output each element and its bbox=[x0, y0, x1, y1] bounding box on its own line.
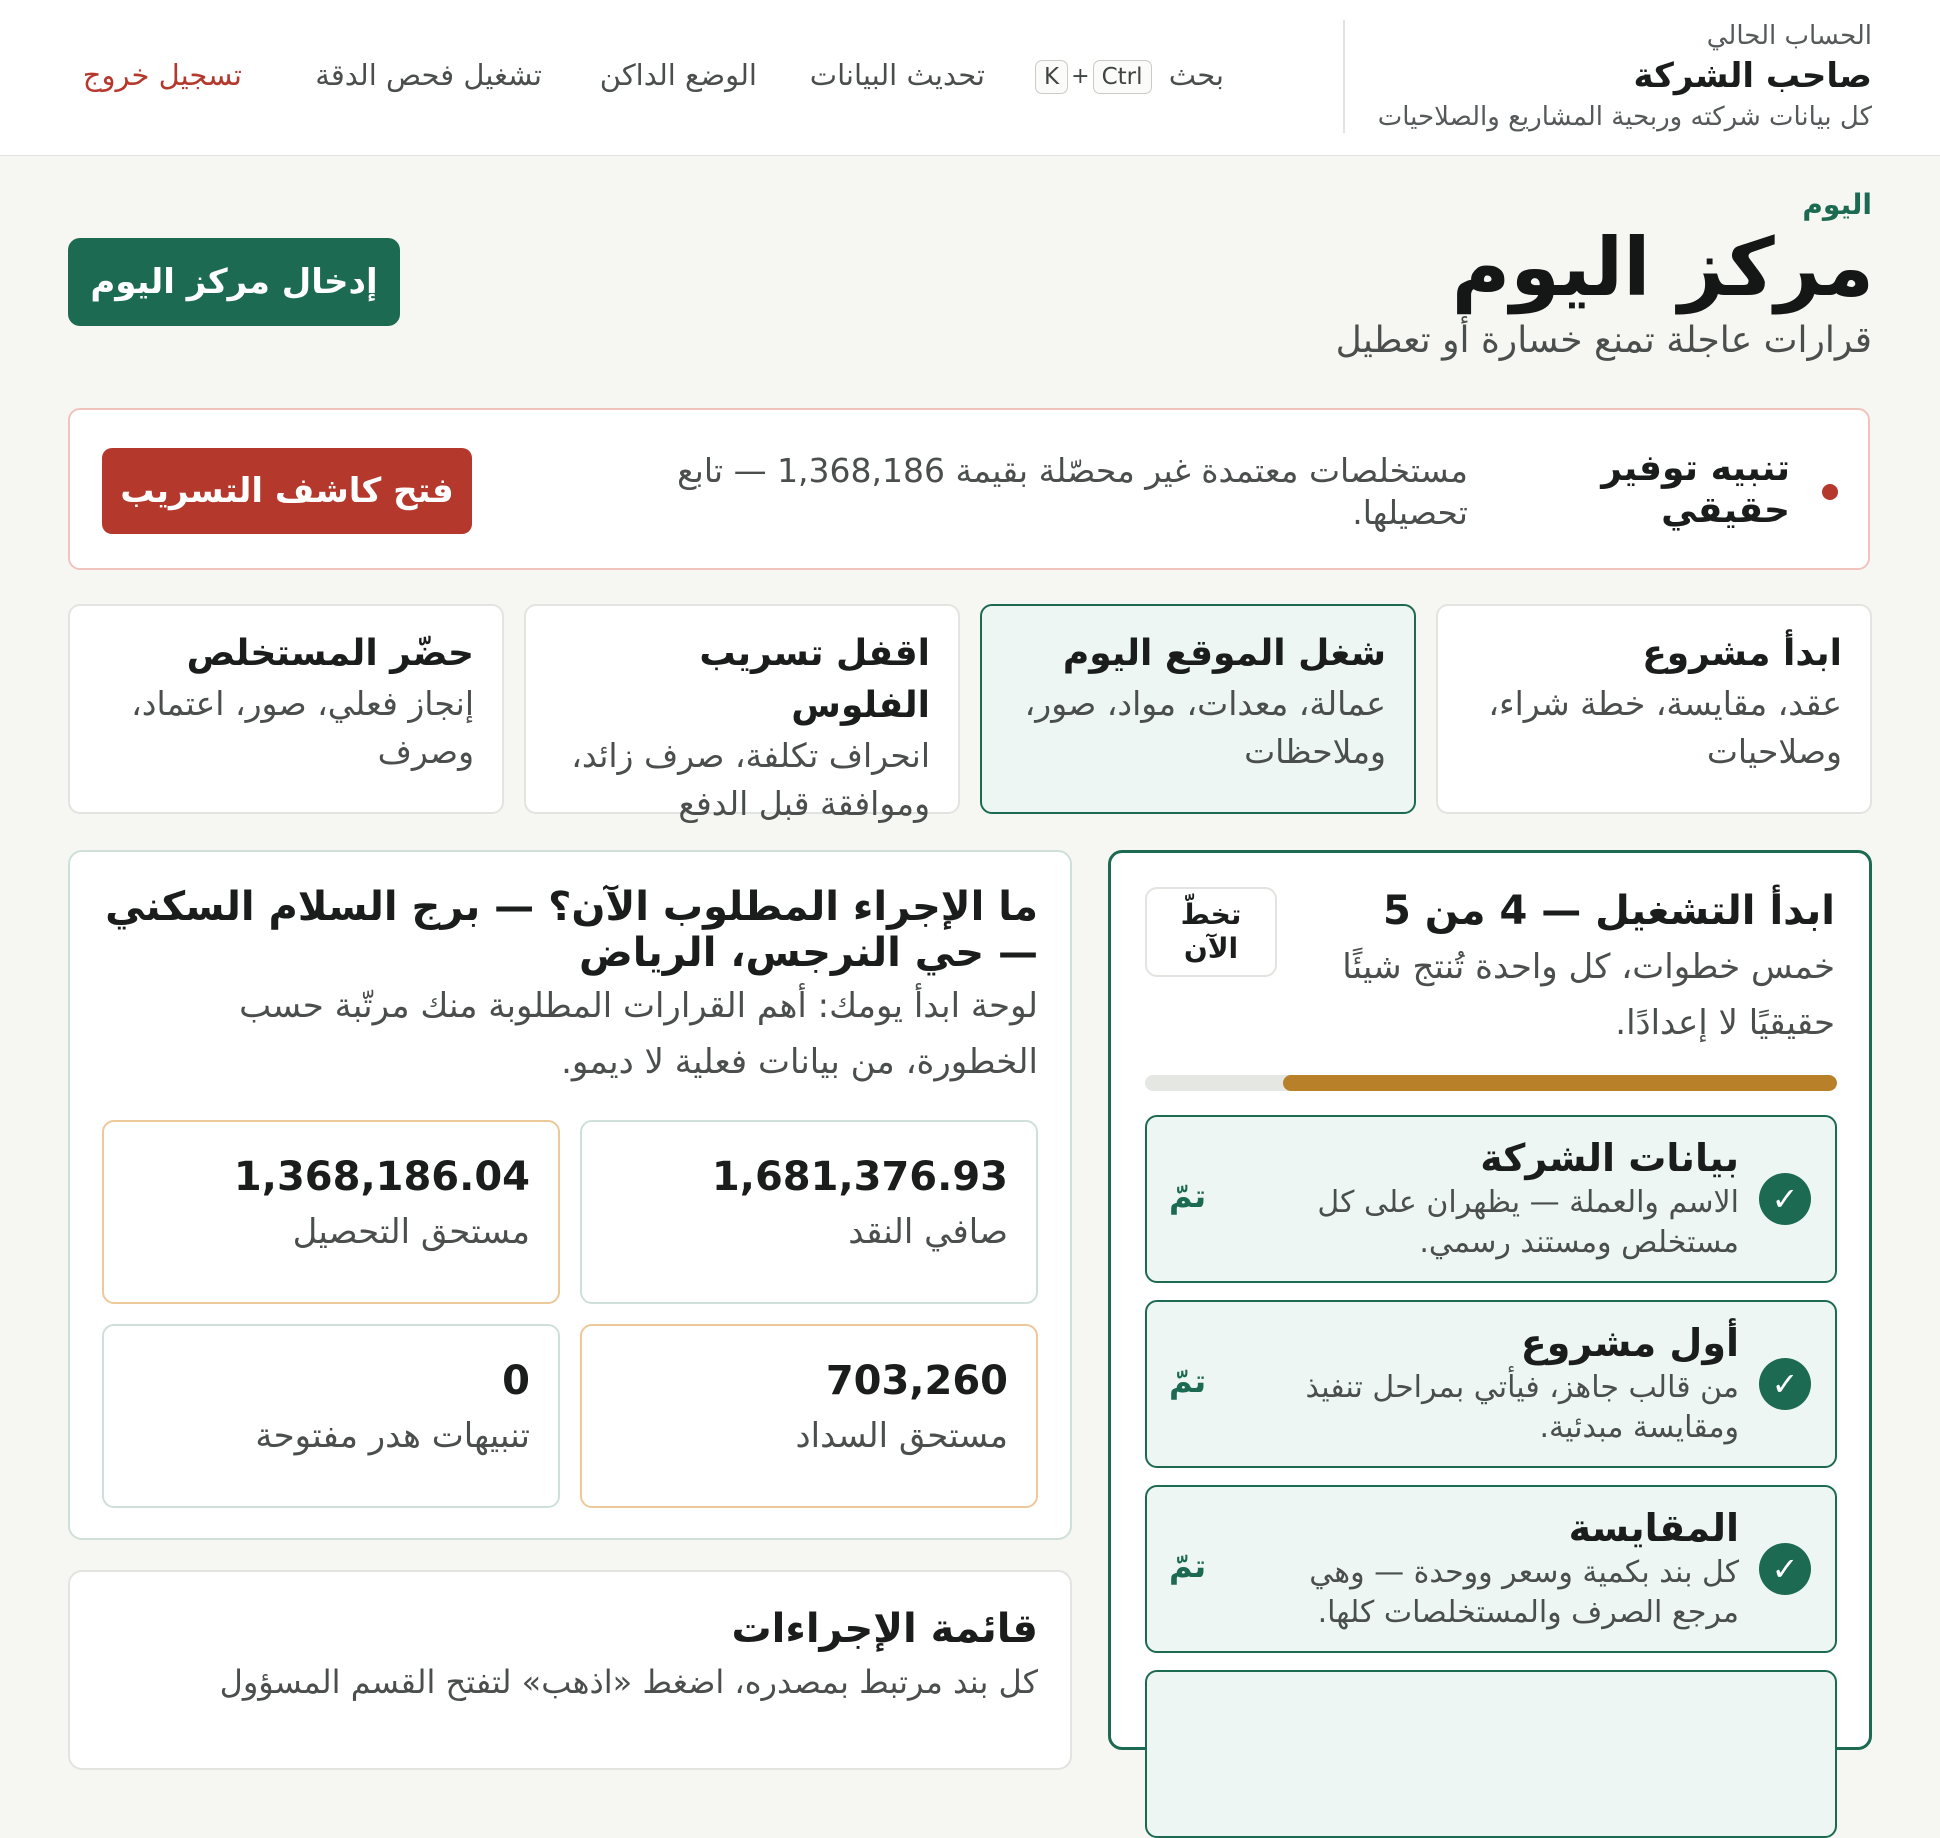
step-company-data[interactable] bbox=[1145, 1115, 1837, 1283]
tile-title: ابدأ مشروع bbox=[1642, 633, 1842, 674]
shortcut-key-ctrl: Ctrl bbox=[1093, 60, 1152, 94]
onboarding-title: ابدأ التشغيل — 4 من 5 bbox=[1382, 888, 1835, 934]
tile-title: شغل الموقع اليوم bbox=[1062, 633, 1386, 674]
tile-description: إنجاز فعلي، صور، اعتماد، وصرف bbox=[131, 684, 474, 771]
step-first-project[interactable] bbox=[1145, 1300, 1837, 1468]
step-title: بيانات الشركة bbox=[1480, 1136, 1739, 1180]
check-icon: ✓ bbox=[1759, 1543, 1811, 1595]
search-label: بحث bbox=[1168, 58, 1224, 92]
tile-run-site-today[interactable] bbox=[980, 604, 1416, 814]
tile-description: عمالة، معدات، مواد، صور، وملاحظات bbox=[1024, 684, 1386, 771]
metric-label: صافي النقد bbox=[848, 1212, 1008, 1252]
metric-label: تنبيهات هدر مفتوحة bbox=[255, 1416, 530, 1456]
refresh-data-button[interactable]: تحديث البيانات bbox=[809, 58, 985, 92]
metric-net-cash bbox=[580, 1120, 1038, 1304]
alert-title: تنبيه توفير حقيقي bbox=[1601, 448, 1790, 531]
savings-alert bbox=[68, 408, 1870, 570]
metric-payable bbox=[580, 1324, 1038, 1508]
actions-list-title: قائمة الإجراءات bbox=[731, 1606, 1038, 1652]
metric-receivable bbox=[102, 1120, 560, 1304]
tile-prepare-invoice[interactable] bbox=[68, 604, 504, 814]
step-title: أول مشروع bbox=[1520, 1321, 1739, 1365]
account-description: كل بيانات شركته وربحية المشاريع والصلاحيات bbox=[1377, 102, 1872, 132]
search-button[interactable] bbox=[1035, 52, 1224, 100]
step-status: تمّ bbox=[1169, 1547, 1207, 1585]
metric-open-waste-alerts bbox=[102, 1324, 560, 1508]
metric-value: 1,681,376.93 bbox=[711, 1154, 1008, 1200]
step-description: من قالب جاهز، فيأتي بمراحل تنفيذ ومقايسة مبدئية. bbox=[1305, 1370, 1739, 1445]
search-shortcut bbox=[1035, 52, 1151, 100]
alert-message: مستخلصات معتمدة غير محصّلة بقيمة 1,368,186 — تابع تحصيلها. bbox=[677, 451, 1468, 532]
logout-button[interactable]: تسجيل خروج bbox=[82, 58, 242, 92]
shortcut-key-k: K bbox=[1035, 60, 1068, 94]
tile-title: اقفل تسريب الفلوس bbox=[699, 633, 930, 726]
divider bbox=[1343, 20, 1345, 133]
check-icon: ✓ bbox=[1759, 1173, 1811, 1225]
page-subtitle: قرارات عاجلة تمنع خسارة أو تعطيل bbox=[1335, 320, 1872, 361]
progress-fill bbox=[1283, 1075, 1837, 1091]
enter-today-center-button[interactable]: إدخال مركز اليوم bbox=[68, 238, 400, 326]
tile-title: حضّر المستخلص bbox=[186, 633, 474, 674]
step-status: تمّ bbox=[1169, 1362, 1207, 1400]
open-leak-detector-button[interactable]: فتح كاشف التسريب bbox=[102, 448, 472, 534]
action-panel-description: لوحة ابدأ يومك: أهم القرارات المطلوبة منك مرتّبة حسب الخطورة، من بيانات فعلية لا ديمو. bbox=[239, 986, 1038, 1082]
onboarding-panel bbox=[1108, 850, 1872, 1750]
step-title: المقايسة bbox=[1568, 1506, 1739, 1550]
onboarding-progress-bar bbox=[1145, 1075, 1837, 1091]
account-name: صاحب الشركة bbox=[1633, 56, 1872, 96]
accuracy-check-button[interactable]: تشغيل فحص الدقة bbox=[315, 58, 542, 92]
tile-description: عقد، مقايسة، خطة شراء، وصلاحيات bbox=[1488, 684, 1842, 771]
metric-value: 0 bbox=[502, 1358, 530, 1404]
action-panel bbox=[68, 850, 1072, 1540]
actions-list-panel bbox=[68, 1570, 1072, 1770]
step-bill-of-quantities[interactable] bbox=[1145, 1485, 1837, 1653]
tile-start-project[interactable] bbox=[1436, 604, 1872, 814]
page-title: مركز اليوم bbox=[1451, 221, 1874, 314]
account-info bbox=[1312, 18, 1872, 136]
metric-label: مستحق التحصيل bbox=[292, 1212, 530, 1252]
action-panel-title: ما الإجراء المطلوب الآن؟ — برج السلام السكني — حي النرجس، الرياض bbox=[105, 884, 1038, 976]
metric-value: 703,260 bbox=[825, 1358, 1008, 1404]
metric-value: 1,368,186.04 bbox=[233, 1154, 530, 1200]
account-label: الحساب الحالي bbox=[1706, 21, 1872, 51]
dark-mode-toggle[interactable]: الوضع الداكن bbox=[599, 58, 757, 92]
skip-now-button[interactable]: تخطّ الآن bbox=[1145, 887, 1277, 977]
step-status: تمّ bbox=[1169, 1177, 1207, 1215]
actions-list-description: كل بند مرتبط بمصدره، اضغط «اذهب» لتفتح القسم المسؤول bbox=[219, 1663, 1038, 1701]
page-eyebrow: اليوم bbox=[1802, 188, 1872, 221]
alert-dot-icon bbox=[1822, 484, 1838, 500]
shortcut-plus: + bbox=[1071, 64, 1090, 89]
check-icon: ✓ bbox=[1759, 1358, 1811, 1410]
step-description: كل بند بكمية وسعر ووحدة — وهي مرجع الصرف والمستخلصات كلها. bbox=[1309, 1555, 1739, 1630]
onboarding-description: خمس خطوات، كل واحدة تُنتج شيئًا حقيقيًا لا إعدادًا. bbox=[1342, 947, 1835, 1043]
step-next[interactable] bbox=[1145, 1670, 1837, 1838]
metric-label: مستحق السداد bbox=[795, 1416, 1008, 1456]
step-description: الاسم والعملة — يظهران على كل مستخلص ومستند رسمي. bbox=[1317, 1185, 1739, 1260]
tile-close-money-leak[interactable] bbox=[524, 604, 960, 823]
top-bar bbox=[0, 0, 1940, 156]
tile-description: انحراف تكلفة، صرف زائد، وموافقة قبل الدفع bbox=[571, 736, 930, 823]
